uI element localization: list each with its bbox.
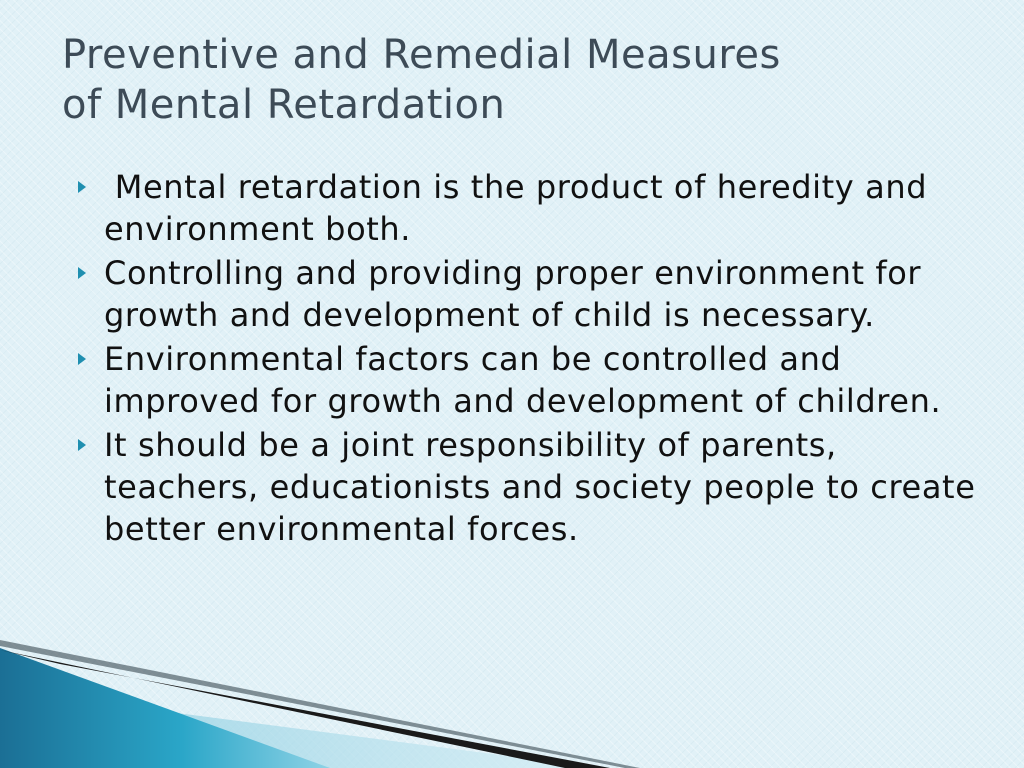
slide-title-line-2: of Mental Retardation	[62, 82, 506, 128]
slide-title-line-1: Preventive and Remedial Measures	[62, 32, 781, 78]
bullet-text: Controlling and providing proper environment for growth and development of child is necessary.	[104, 254, 922, 334]
bullet-text: Environmental factors can be controlled and improved for growth and development of children.	[104, 340, 942, 420]
bullet-text: It should be a joint responsibility of parents, teachers, educationists and society people to create better environmental forces.	[104, 426, 976, 548]
bullet-text: Mental retardation is the product of heredity and environment both.	[104, 168, 938, 248]
